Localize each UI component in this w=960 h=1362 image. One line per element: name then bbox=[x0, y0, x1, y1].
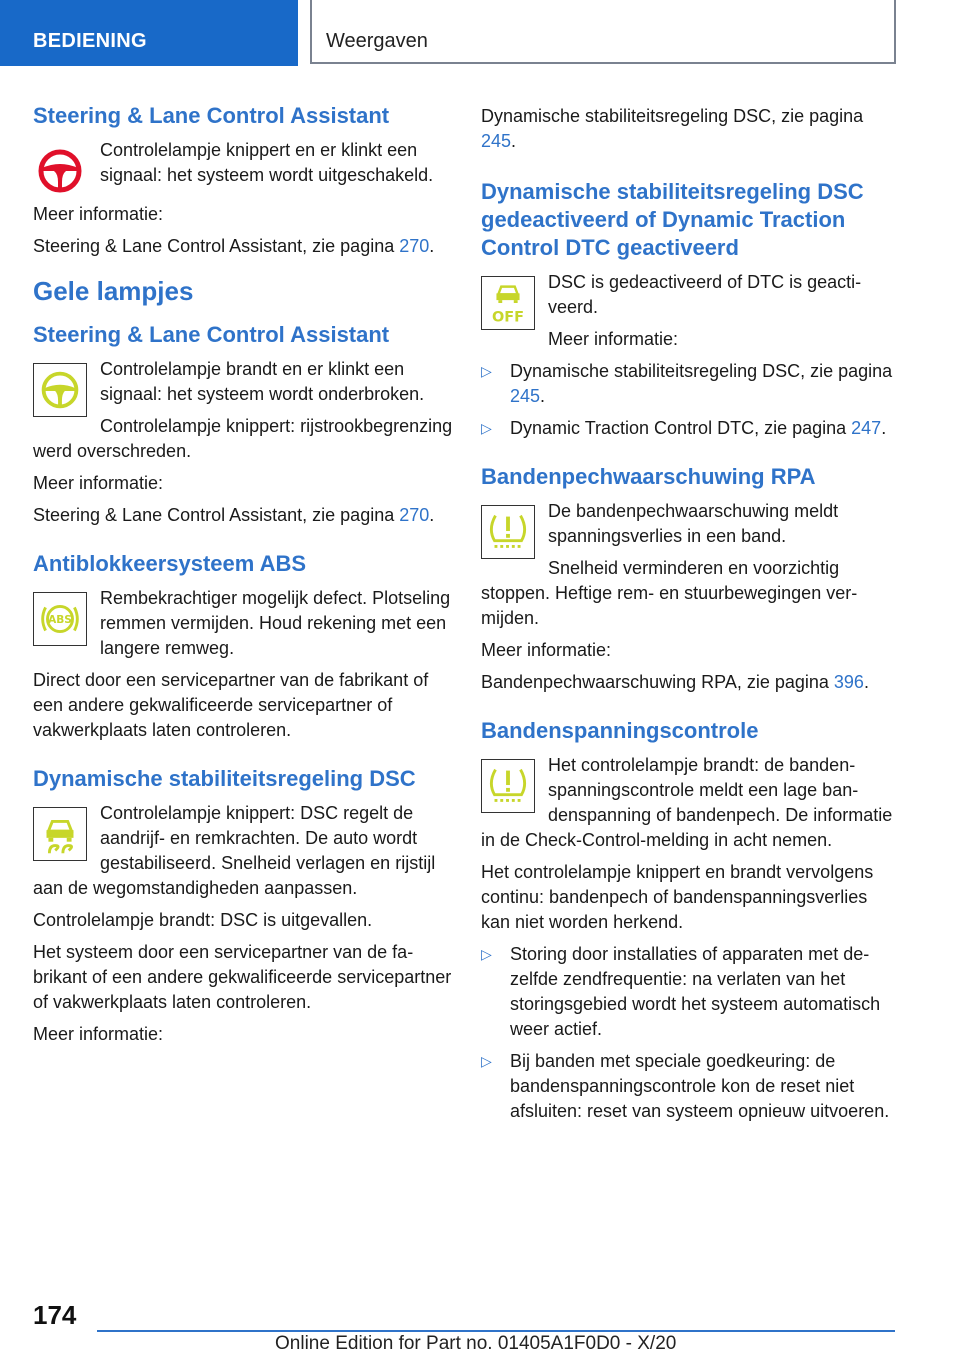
heading-slca-yellow: Steering & Lane Control Assistant bbox=[33, 322, 390, 347]
heading-tpm: Bandenspanningscontrole bbox=[481, 718, 759, 743]
heading-rpa: Bandenpechwaarschuwing RPA bbox=[481, 464, 816, 489]
slca-yellow-page-link[interactable]: 270 bbox=[399, 505, 430, 525]
svg-text:ABS: ABS bbox=[48, 613, 72, 626]
heading-dsc-off: Dynamische stabiliteitsregeling DSC gedeactiveerd of Dynamic Traction Control DTC geactiveerd bbox=[481, 179, 864, 260]
slca-yellow-text2: Controlelampje knippert: rijstrookbegrenzing werd overschreden. bbox=[33, 416, 453, 461]
dsc-more: Meer informatie: bbox=[33, 1024, 164, 1044]
abs-text2: Direct door een servicepartner van de fabrikant of een andere gekwalificeerde servicepartner of vakwerkplaats laten controleren. bbox=[33, 670, 429, 740]
dsc-text3: Het systeem door een servicepartner van de fabrikant of een andere gekwalificeerde servicepartner of vakwerkplaats laten controleren. bbox=[33, 942, 452, 1012]
slca-red-more: Meer informatie: bbox=[33, 204, 164, 224]
svg-text:OFF: OFF bbox=[492, 309, 524, 326]
rpa-ref-text: Bandenpechwaarschuwing RPA, zie pagina bbox=[481, 672, 834, 692]
tire-warning-icon bbox=[481, 505, 535, 559]
abs-icon bbox=[33, 592, 87, 646]
dsc-off-bullet1-page-link[interactable]: 245 bbox=[510, 386, 541, 406]
section-tab[interactable]: BEDIENING bbox=[0, 0, 298, 66]
lamp-block-dsc bbox=[33, 801, 453, 901]
right-column bbox=[481, 100, 901, 1131]
footer-divider bbox=[97, 1330, 895, 1332]
dsc-off-list bbox=[481, 359, 901, 441]
chapter-tab[interactable]: Weergaven bbox=[310, 0, 896, 64]
tire-pressure-icon bbox=[481, 759, 535, 813]
dsc-off-text: DSC is gedeactiveerd of DTC is geactiveerd. bbox=[548, 272, 862, 317]
lamp-block-slca-red bbox=[33, 138, 453, 188]
dsc-text: Controlelampje knippert: DSC regelt de aandrijf- en remkrachten. De auto wordt gestabiliseerd. Snelheid verlagen en rijstijl aan de wegomstandigheden aanpassen. bbox=[33, 803, 436, 898]
lamp-block-slca-yellow bbox=[33, 357, 453, 464]
dsc-off-bullet2-text: Dynamic Traction Control DTC, zie pagina bbox=[510, 418, 852, 438]
rpa-page-link[interactable]: 396 bbox=[833, 672, 864, 692]
tpm-bullet2-text: Bij banden met speciale goedkeuring: de bandenspanningscontrole kon de reset niet afsluiten: reset van systeem opnieuw uitvoeren. bbox=[510, 1051, 890, 1121]
rpa-ref: Bandenpechwaarschuwing RPA, zie pagina 396. bbox=[481, 672, 869, 692]
tpm-text1: Het controlelampje brandt: de bandenspanningscontrole meldt een lage bandenspanning of bandenpech. De informatie in de Check-Control-melding in acht nemen. bbox=[481, 755, 893, 850]
slca-yellow-text1: Controlelampje brandt en er klinkt een signaal: het systeem wordt onderbroken. bbox=[100, 359, 425, 404]
lamp-block-rpa bbox=[481, 499, 901, 631]
heading-abs: Antiblokkeersysteem ABS bbox=[33, 551, 307, 576]
dsc-off-icon bbox=[481, 276, 535, 330]
list-item: ▷ Dynamic Traction Control DTC, zie pagina 247. bbox=[481, 416, 901, 441]
slca-red-page-link[interactable]: 270 bbox=[399, 236, 430, 256]
dsc-text2: Controlelampje brandt: DSC is uitgevallen. bbox=[33, 910, 373, 930]
dsc-off-bullet2-page-link[interactable]: 247 bbox=[851, 418, 882, 438]
triangle-bullet-icon: ▷ bbox=[481, 946, 492, 962]
dsc-off-bullet1-text: Dynamische stabiliteitsregeling DSC, zie pagina bbox=[510, 361, 893, 381]
rpa-text1: De bandenpechwaarschuwing meldt spanningsverlies in een band. bbox=[548, 501, 839, 546]
steering-wheel-yellow-icon bbox=[33, 363, 87, 417]
list-item: ▷ Dynamische stabiliteitsregeling DSC, zie pagina 245. bbox=[481, 361, 893, 406]
left-column bbox=[33, 100, 453, 1054]
slca-yellow-ref-text: Steering & Lane Control Assistant, zie pagina bbox=[33, 505, 400, 525]
slca-red-ref-text: Steering & Lane Control Assistant, zie pagina bbox=[33, 236, 400, 256]
page-header bbox=[0, 0, 960, 66]
slca-yellow-ref: Steering & Lane Control Assistant, zie pagina 270. bbox=[33, 505, 435, 525]
page-number: 174 bbox=[33, 1300, 77, 1330]
list-item bbox=[481, 942, 901, 1042]
steering-wheel-red-icon bbox=[33, 144, 87, 198]
heading-gele-lampjes: Gele lampjes bbox=[33, 276, 194, 306]
triangle-bullet-icon: ▷ bbox=[481, 420, 492, 436]
slca-yellow-more: Meer informatie: bbox=[33, 473, 164, 493]
lamp-block-dsc-off bbox=[481, 270, 901, 352]
dsc-skid-icon bbox=[33, 807, 87, 861]
lamp-block-abs bbox=[33, 586, 453, 661]
heading-slca-red: Steering & Lane Control Assistant bbox=[33, 103, 390, 128]
dsc-ref: Dynamische stabiliteitsregeling DSC, zie pagina 245. bbox=[481, 106, 864, 151]
tpm-bullet1-text: Storing door installaties of apparaten met dezelfde zendfrequentie: na verlaten van het storingsgebied wordt het systeem automatisch weer actief. bbox=[510, 944, 881, 1039]
triangle-bullet-icon: ▷ bbox=[481, 363, 492, 379]
tpm-text2: Het controlelampje knippert en brandt vervolgens continu: bandenpech of bandenspanningsverlies kan niet worden herkend. bbox=[481, 862, 874, 932]
heading-dsc: Dynamische stabiliteitsregeling DSC bbox=[33, 766, 416, 791]
abs-text: Rembekrachtiger mogelijk defect. Plotseling remmen vermijden. Houd rekening met een langere remweg. bbox=[100, 588, 451, 658]
lamp-block-tpm bbox=[481, 753, 901, 853]
triangle-bullet-icon: ▷ bbox=[481, 1053, 492, 1069]
dsc-ref-text: Dynamische stabiliteitsregeling DSC, zie pagina bbox=[481, 106, 864, 126]
slca-red-text: Controlelampje knippert en er klinkt een signaal: het systeem wordt uitgeschakeld. bbox=[100, 140, 434, 185]
rpa-more: Meer informatie: bbox=[481, 640, 612, 660]
list-item bbox=[481, 1049, 901, 1124]
tpm-list bbox=[481, 942, 901, 1124]
dsc-page-link[interactable]: 245 bbox=[481, 131, 512, 151]
footer-edition: Online Edition for Part no. 01405A1F0D0 - X/20 bbox=[275, 1333, 677, 1354]
slca-red-ref: Steering & Lane Control Assistant, zie pagina 270. bbox=[33, 236, 435, 256]
dsc-off-more: Meer informatie: bbox=[548, 329, 679, 349]
rpa-text2: Snelheid verminderen en voorzichtig stoppen. Heftige rem- en stuurbewegingen vermijden. bbox=[481, 558, 858, 628]
